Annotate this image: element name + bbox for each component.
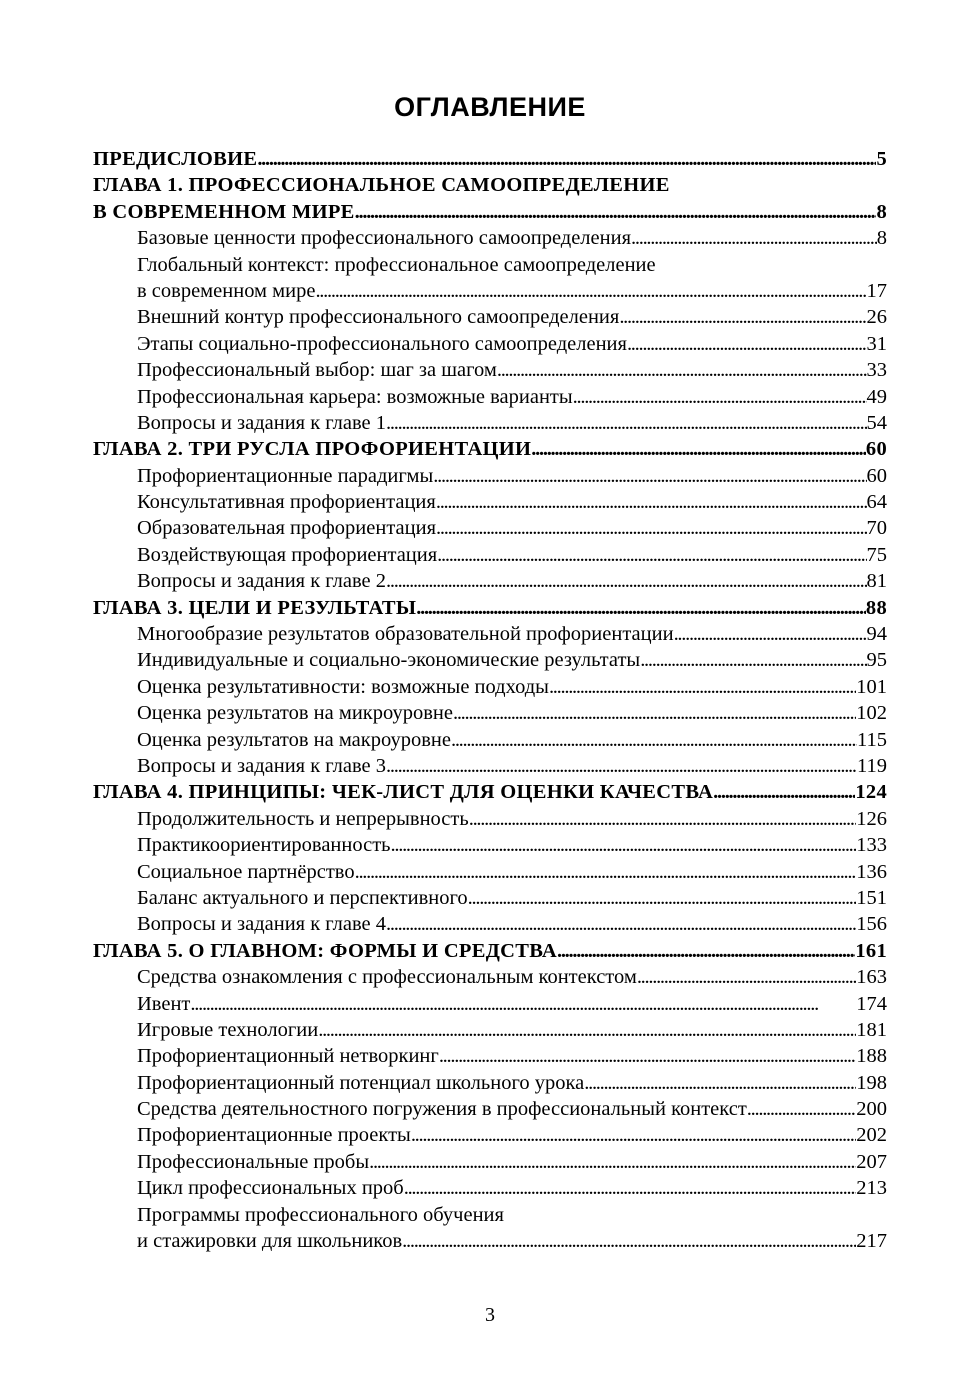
toc-section-entry[interactable] xyxy=(93,1096,887,1122)
toc-section-entry[interactable] xyxy=(93,727,887,753)
toc-entry-title: Внешний контур профессионального самоопределения xyxy=(137,306,620,329)
toc-section-entry[interactable] xyxy=(93,964,887,990)
toc-page-number: 133 xyxy=(856,834,887,857)
dot-leader xyxy=(713,779,855,805)
toc-chapter-entry[interactable] xyxy=(93,938,887,964)
dot-leader xyxy=(404,1175,857,1201)
dot-leader xyxy=(433,463,866,489)
toc-page-number: 163 xyxy=(856,966,887,989)
toc-entry-title: Профориентационный нетворкинг xyxy=(137,1045,439,1068)
toc-entry-title: ГЛАВА 4. ПРИНЦИПЫ: ЧЕК-ЛИСТ ДЛЯ ОЦЕНКИ КАЧЕСТВА xyxy=(93,781,714,804)
toc-section-entry[interactable] xyxy=(93,1228,887,1254)
toc-entry-title: Цикл профессиональных проб xyxy=(137,1177,404,1200)
toc-entry-title: Средства деятельностного погружения в профессиональный контекст xyxy=(137,1098,747,1121)
dot-leader xyxy=(386,410,866,436)
toc-section-entry[interactable] xyxy=(93,1043,887,1069)
toc-entry-title: Оценка результатов на микроуровне xyxy=(137,702,453,725)
toc-section-entry[interactable] xyxy=(93,410,887,436)
toc-section-entry[interactable] xyxy=(93,674,887,700)
dot-leader xyxy=(468,885,857,911)
toc-page-number: 174 xyxy=(856,992,887,1015)
table-of-contents xyxy=(93,146,887,1254)
toc-page-number: 49 xyxy=(866,385,887,408)
dot-leader xyxy=(436,489,867,515)
toc-page-number: 54 xyxy=(866,411,887,434)
toc-entry-title: ГЛАВА 2. ТРИ РУСЛА ПРОФОРИЕНТАЦИИ xyxy=(93,438,532,461)
toc-entry-title: ГЛАВА 1. ПРОФЕССИОНАЛЬНОЕ САМООПРЕДЕЛЕНИЕ xyxy=(93,174,670,197)
toc-entry-title: В СОВРЕМЕННОМ МИРЕ xyxy=(93,200,355,223)
toc-section-entry[interactable] xyxy=(93,806,887,832)
dot-leader xyxy=(453,700,856,726)
dot-leader xyxy=(355,199,877,225)
toc-entry-title: Вопросы и задания к главе 4 xyxy=(137,913,387,936)
toc-entry-title: Средства ознакомления с профессиональным контекстом xyxy=(137,966,637,989)
dot-leader xyxy=(557,938,855,964)
dot-leader xyxy=(531,436,866,462)
toc-page-number: 207 xyxy=(856,1150,887,1173)
toc-page-number: 101 xyxy=(856,675,887,698)
toc-page-number: 8 xyxy=(876,227,887,250)
toc-entry-title: Глобальный контекст: профессиональное самоопределение xyxy=(137,253,656,276)
dot-leader xyxy=(549,674,856,700)
toc-page-number: 200 xyxy=(856,1098,887,1121)
toc-section-entry[interactable] xyxy=(93,489,887,515)
toc-section-entry[interactable] xyxy=(93,753,887,779)
toc-entry-title: в современном мире xyxy=(137,279,316,302)
toc-page-number: 151 xyxy=(856,886,887,909)
dot-leader xyxy=(674,621,867,647)
toc-entry-title: Профессиональная карьера: возможные варианты xyxy=(137,385,573,408)
toc-section-entry[interactable] xyxy=(93,621,887,647)
dot-leader xyxy=(439,1043,856,1069)
toc-chapter-entry[interactable] xyxy=(93,199,887,225)
toc-section-entry[interactable] xyxy=(93,859,887,885)
dot-leader xyxy=(637,964,856,990)
toc-page-number: 17 xyxy=(866,279,887,302)
toc-page-number: 188 xyxy=(856,1045,887,1068)
toc-page-number: 213 xyxy=(856,1177,887,1200)
toc-entry-title: Индивидуальные и социально-экономические результаты xyxy=(137,649,641,672)
toc-page-number: 217 xyxy=(856,1230,887,1253)
toc-entry-title-line xyxy=(93,252,887,278)
toc-page-number: 70 xyxy=(866,517,887,540)
toc-page-number: 81 xyxy=(866,570,887,593)
dot-leader xyxy=(190,991,856,1017)
toc-page-number: 60 xyxy=(866,464,887,487)
toc-entry-title: Продолжительность и непрерывность xyxy=(137,807,469,830)
toc-entry-title: Ивент xyxy=(137,992,191,1015)
dot-leader xyxy=(436,515,866,541)
dot-leader xyxy=(386,568,866,594)
toc-page-number: 95 xyxy=(866,649,887,672)
toc-section-entry[interactable] xyxy=(93,278,887,304)
toc-section-entry[interactable] xyxy=(93,357,887,383)
toc-entry-title: Вопросы и задания к главе 3 xyxy=(137,754,387,777)
toc-page-number: 119 xyxy=(857,754,887,777)
toc-entry-title: Профессиональные пробы xyxy=(137,1150,370,1173)
dot-leader xyxy=(584,1070,856,1096)
toc-page-number: 33 xyxy=(866,359,887,382)
toc-chapter-entry[interactable] xyxy=(93,436,887,462)
toc-entry-title: ГЛАВА 3. ЦЕЛИ И РЕЗУЛЬТАТЫ xyxy=(93,596,417,619)
toc-section-entry[interactable] xyxy=(93,1017,887,1043)
dot-leader xyxy=(402,1228,856,1254)
dot-leader xyxy=(355,859,857,885)
toc-section-entry[interactable] xyxy=(93,304,887,330)
dot-leader xyxy=(627,331,867,357)
toc-section-entry[interactable] xyxy=(93,515,887,541)
toc-entry-title: Оценка результативности: возможные подходы xyxy=(137,675,549,698)
toc-section-entry[interactable] xyxy=(93,885,887,911)
toc-entry-title: Профориентационный потенциал школьного урока xyxy=(137,1071,585,1094)
toc-section-entry[interactable] xyxy=(93,1070,887,1096)
toc-entry-title: Оценка результатов на макроуровне xyxy=(137,728,451,751)
dot-leader xyxy=(391,832,857,858)
toc-section-entry[interactable] xyxy=(93,542,887,568)
toc-entry-title: Игровые технологии xyxy=(137,1018,319,1041)
toc-section-entry[interactable] xyxy=(93,991,887,1017)
toc-entry-title: ПРЕДИСЛОВИЕ xyxy=(93,148,258,170)
toc-page-number: 156 xyxy=(856,913,887,936)
toc-entry-title: Профориентационные проекты xyxy=(137,1124,411,1147)
toc-entry-title: Профориентационные парадигмы xyxy=(137,464,434,487)
toc-entry-title: Социальное партнёрство xyxy=(137,860,355,883)
dot-leader xyxy=(640,647,866,673)
toc-entry-title-line xyxy=(93,1202,887,1228)
toc-entry-title: Вопросы и задания к главе 2 xyxy=(137,570,387,593)
toc-page-number: 115 xyxy=(857,728,887,751)
toc-page-number: 75 xyxy=(866,543,887,566)
toc-page-number: 60 xyxy=(865,438,887,461)
toc-section-entry[interactable] xyxy=(93,700,887,726)
dot-leader xyxy=(318,1017,856,1043)
toc-page-number: 181 xyxy=(856,1018,887,1041)
toc-entry-title: Профессиональный выбор: шаг за шагом xyxy=(137,359,497,382)
page-number: 3 xyxy=(485,1304,495,1326)
dot-leader xyxy=(411,1122,856,1148)
toc-entry-title: и стажировки для школьников xyxy=(137,1230,403,1253)
toc-chapter-entry[interactable] xyxy=(93,146,887,172)
dot-leader xyxy=(386,753,857,779)
dot-leader xyxy=(369,1149,856,1175)
toc-page-number: 88 xyxy=(865,596,887,619)
dot-leader xyxy=(747,1096,856,1122)
dot-leader xyxy=(315,278,866,304)
toc-page-number: 126 xyxy=(856,807,887,830)
page-title: ОГЛАВЛЕНИЕ xyxy=(394,92,586,122)
toc-entry-title: Программы профессионального обучения xyxy=(137,1203,504,1226)
toc-section-entry[interactable] xyxy=(93,832,887,858)
toc-page-number: 5 xyxy=(876,148,887,170)
toc-section-entry[interactable] xyxy=(93,568,887,594)
toc-page-number: 102 xyxy=(856,702,887,725)
toc-page-number: 198 xyxy=(856,1071,887,1094)
toc-chapter-entry[interactable] xyxy=(93,779,887,805)
toc-entry-title: Образовательная профориентация xyxy=(137,517,437,540)
toc-entry-title: Практикоориентированность xyxy=(137,834,391,857)
dot-leader xyxy=(573,384,867,410)
toc-section-entry[interactable] xyxy=(93,1149,887,1175)
toc-entry-title: Воздействующая профориентация xyxy=(137,543,438,566)
toc-page-number: 161 xyxy=(855,939,887,962)
dot-leader xyxy=(437,542,866,568)
toc-page-number: 94 xyxy=(866,623,887,646)
toc-section-entry[interactable] xyxy=(93,463,887,489)
toc-page-number: 26 xyxy=(866,306,887,329)
toc-page-number: 8 xyxy=(876,200,887,223)
toc-page-number: 124 xyxy=(855,781,887,804)
dot-leader xyxy=(451,727,857,753)
toc-chapter-entry[interactable] xyxy=(93,595,887,621)
toc-page-number: 31 xyxy=(866,332,887,355)
toc-section-entry[interactable] xyxy=(93,1175,887,1201)
toc-page-number: 136 xyxy=(856,860,887,883)
toc-section-entry[interactable] xyxy=(93,384,887,410)
toc-entry-title-line xyxy=(93,172,887,198)
toc-section-entry[interactable] xyxy=(93,1122,887,1148)
toc-page-number: 202 xyxy=(856,1124,887,1147)
dot-leader xyxy=(497,357,867,383)
dot-leader xyxy=(416,595,866,621)
toc-section-entry[interactable] xyxy=(93,331,887,357)
toc-page-number: 64 xyxy=(866,491,887,514)
toc-entry-title: Базовые ценности профессионального самоопределения xyxy=(137,227,632,250)
toc-entry-title: Многообразие результатов образовательной профориентации xyxy=(137,623,674,646)
toc-section-entry[interactable] xyxy=(93,911,887,937)
toc-entry-title: Консультативная профориентация xyxy=(137,491,436,514)
dot-leader xyxy=(619,304,866,330)
dot-leader xyxy=(257,146,876,172)
toc-section-entry[interactable] xyxy=(93,647,887,673)
toc-entry-title: Баланс актуального и перспективного xyxy=(137,886,468,909)
toc-entry-title: ГЛАВА 5. О ГЛАВНОМ: ФОРМЫ И СРЕДСТВА xyxy=(93,939,557,962)
toc-section-entry[interactable] xyxy=(93,225,887,251)
dot-leader xyxy=(631,225,877,251)
dot-leader xyxy=(469,806,857,832)
dot-leader xyxy=(386,911,856,937)
toc-entry-title: Этапы социально-профессионального самоопределения xyxy=(137,332,627,355)
toc-entry-title: Вопросы и задания к главе 1 xyxy=(137,411,387,434)
